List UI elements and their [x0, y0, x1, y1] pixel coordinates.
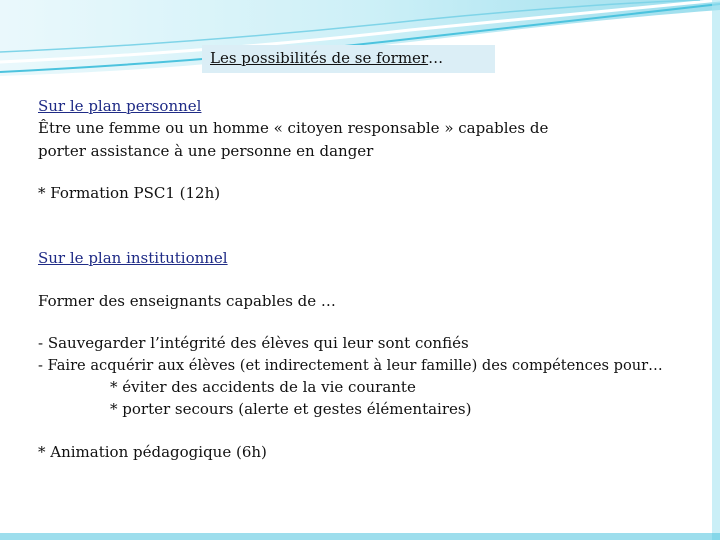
- bottom-band: [0, 533, 720, 540]
- title-text: Les possibilités de se former: [210, 49, 429, 67]
- personal-training: * Formation PSC1 (12h): [38, 184, 221, 202]
- personal-line-1: Être une femme ou un homme « citoyen responsable » capables de: [38, 119, 549, 137]
- personal-line-2: porter assistance à une personne en danger: [38, 142, 374, 160]
- institutional-item-1: - Sauvegarder l’intégrité des élèves qui leur sont confiés: [38, 334, 469, 352]
- institutional-intro: Former des enseignants capables de …: [38, 292, 336, 310]
- slide-title: [202, 45, 495, 73]
- side-frame-right: [712, 0, 720, 540]
- institutional-sub-1: * éviter des accidents de la vie courante: [110, 378, 416, 396]
- institutional-training: * Animation pédagogique (6h): [38, 443, 267, 461]
- institutional-item-2: - Faire acquérir aux élèves (et indirectement à leur famille) des compétences pour…: [38, 357, 663, 374]
- institutional-sub-2: * porter secours (alerte et gestes élémentaires): [110, 400, 472, 418]
- title-ellipsis: …: [428, 49, 444, 67]
- institutional-heading: Sur le plan institutionnel: [38, 249, 228, 267]
- personal-heading: Sur le plan personnel: [38, 97, 202, 115]
